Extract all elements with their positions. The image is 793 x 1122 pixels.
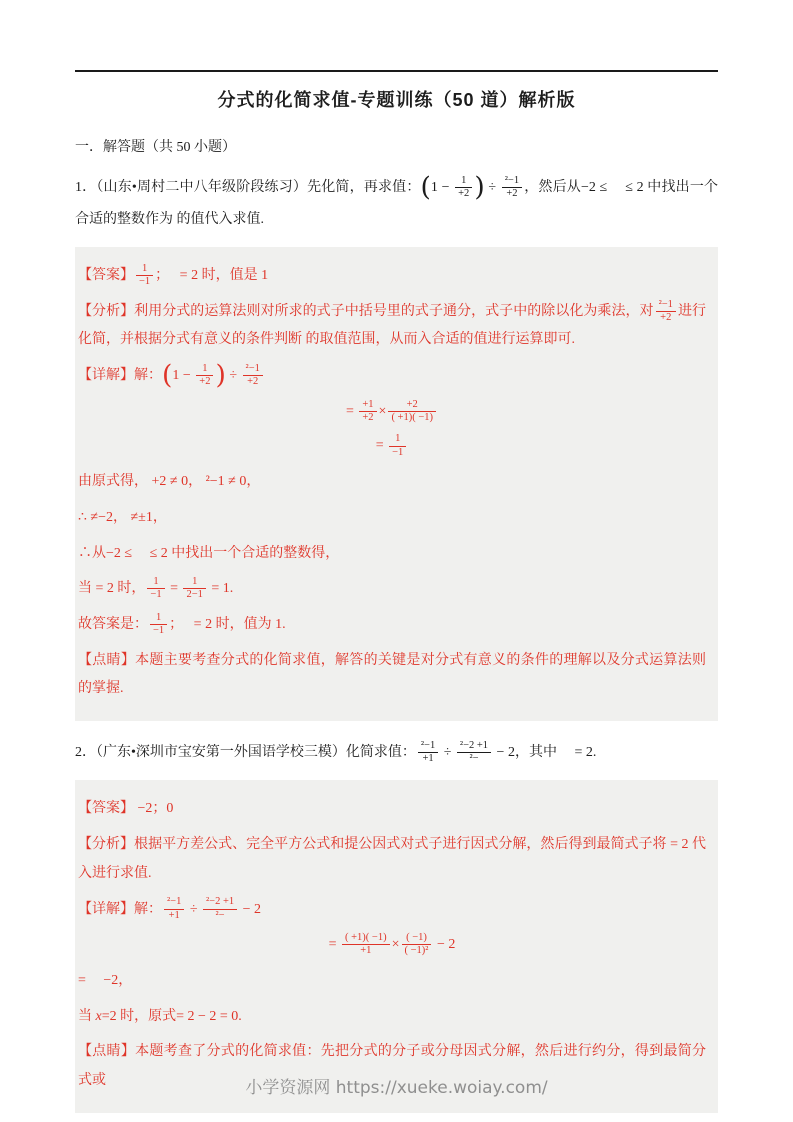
- fraction-denominator: +1: [360, 945, 372, 957]
- q1-equation-1: [78, 398, 706, 427]
- q1-detail-line: [78, 359, 706, 391]
- fraction-numerator: ²−1: [164, 896, 184, 909]
- q2-answer-block: [75, 780, 718, 1112]
- math-text: − 2: [239, 901, 262, 917]
- fraction-numerator: 1: [455, 175, 472, 188]
- fraction-denominator: +1: [168, 909, 180, 921]
- big-paren: (: [420, 171, 431, 203]
- fraction-denominator: ²−: [469, 753, 479, 765]
- math-text: =: [166, 581, 182, 597]
- math-text: ； = 2 时，值是 1: [155, 268, 269, 283]
- fraction-numerator: ²−1: [243, 363, 263, 376]
- math-text: 【点睛】本题考查了分式的化简求值：先把分式的分子或分母因式分解，然后进行约分，得到最简分式或: [78, 1044, 706, 1088]
- fraction-numerator: 1: [136, 263, 153, 276]
- math-text: ÷: [440, 744, 455, 760]
- math-text: 【答案】 −2；0: [78, 801, 174, 817]
- math-text: 当: [78, 1008, 96, 1024]
- fraction: [388, 399, 436, 425]
- math-text: 由原式得， +2 ≠ 0， ²−1 ≠ 0，: [78, 474, 261, 490]
- italic-variable: x: [95, 1008, 102, 1024]
- math-text: ÷: [186, 901, 202, 917]
- fraction-denominator: +2: [506, 188, 518, 200]
- fraction-numerator: +2: [388, 399, 436, 412]
- big-paren: ): [474, 171, 485, 203]
- math-text: ×: [391, 937, 400, 953]
- math-text: ÷: [225, 368, 241, 384]
- fraction-denominator: +2: [362, 412, 374, 424]
- math-text: = 1.: [207, 581, 234, 597]
- math-text: ∴从−2 ≤ ≤ 2 中找出一个合适的整数得，: [78, 545, 340, 561]
- math-text: =2 时，原式= 2 − 2 = 0.: [101, 1008, 242, 1024]
- q1-answer-block: [75, 247, 718, 721]
- q1-step-inequalities: [78, 504, 706, 533]
- fraction: [656, 299, 676, 325]
- q1-step-substitution: [78, 575, 706, 604]
- math-text: 【分析】根据平方差公式、完全平方公式和提公因式对式子进行因式分解，然后得到最简式子将 = 2 代入进行求值.: [78, 837, 706, 881]
- math-text: =: [345, 403, 358, 419]
- fraction-numerator: ²−2 +1: [203, 896, 237, 909]
- q2-analysis-line: [78, 831, 706, 888]
- fraction-numerator: ²−1: [418, 740, 438, 753]
- math-text: ； = 2 时，值为 1.: [169, 616, 286, 632]
- fraction: [147, 576, 164, 602]
- math-text: 当 = 2 时，: [78, 581, 146, 597]
- q2-step-substitution: [78, 1003, 706, 1032]
- q1-analysis-line: [78, 298, 706, 355]
- math-text: 【详解】解：: [78, 901, 162, 917]
- fraction-numerator: 1: [196, 363, 213, 376]
- fraction: [150, 612, 167, 638]
- math-text: 2．（广东•深圳市宝安第一外国语学校三模）化简求值：: [75, 744, 416, 760]
- fraction-denominator: ²−: [215, 909, 225, 921]
- fraction-numerator: ( +1)( −1): [342, 932, 390, 945]
- fraction: [502, 175, 522, 201]
- fraction-numerator: 1: [150, 612, 167, 625]
- q1-answer-line: [78, 262, 706, 291]
- fraction: [136, 263, 153, 289]
- q1-equation-2: [78, 432, 706, 461]
- math-text: 进行化简，并根据分式有意义的条件判断 的取值范围，从而入合适的值进行运算即可.: [78, 303, 706, 348]
- math-text: 【分析】利用分式的运算法则对所求的式子中括号里的式子通分，式子中的除以化为乘法，对: [78, 303, 654, 319]
- fraction-denominator: +2: [458, 188, 470, 200]
- fraction: [457, 740, 491, 766]
- fraction-denominator: +2: [199, 376, 211, 388]
- question-1-stem: [75, 172, 718, 235]
- fraction-numerator: 1: [183, 576, 205, 589]
- fraction: [196, 363, 213, 389]
- math-text: 1 −: [430, 180, 454, 195]
- q2-detail-line: [78, 896, 706, 925]
- math-text: 1．（山东•周村二中八年级阶段练习）先化简，再求值：: [75, 180, 421, 195]
- math-text: ∴ ≠−2， ≠±1，: [78, 509, 167, 525]
- section-heading: 一．解答题（共 50 小题）: [75, 140, 236, 155]
- q1-comment-line: [78, 647, 706, 704]
- top-rule: [75, 70, 718, 72]
- question-2-stem: [75, 737, 718, 769]
- fraction-numerator: 1: [147, 576, 164, 589]
- page-title: 分式的化简求值-专题训练（50 道）解析版: [217, 90, 576, 110]
- fraction: [402, 932, 432, 958]
- math-text: 1 −: [172, 368, 195, 384]
- fraction-numerator: ( −1): [402, 932, 432, 945]
- math-text: 【详解】解：: [78, 368, 162, 384]
- math-text: 【答案】: [78, 268, 134, 283]
- fraction-denominator: ( +1)( −1): [391, 412, 434, 424]
- math-text: 故答案是：: [78, 616, 148, 632]
- math-text: ，然后从−2 ≤ ≤ 2 中找出一个合适的整数作为 的值代入求值.: [75, 180, 718, 227]
- math-text: − 2: [433, 937, 456, 953]
- math-text: =: [375, 438, 388, 454]
- fraction-denominator: +1: [422, 753, 434, 765]
- fraction: [243, 363, 263, 389]
- fraction-numerator: ²−1: [502, 175, 522, 188]
- q2-answer-line: [78, 795, 706, 824]
- q2-step-simplified: [78, 967, 706, 996]
- fraction-numerator: ²−2 +1: [457, 740, 491, 753]
- fraction: [164, 896, 184, 922]
- fraction-denominator: −1: [153, 625, 165, 637]
- fraction-denominator: ( −1)²: [404, 945, 429, 957]
- fraction-numerator: +1: [359, 399, 376, 412]
- fraction: [455, 175, 472, 201]
- math-text: 【点睛】本题主要考查分式的化简求值，解答的关键是对分式有意义的条件的理解以及分式运算法则的掌握.: [78, 652, 706, 697]
- math-text: ×: [378, 403, 387, 419]
- math-text: = −2，: [78, 972, 133, 988]
- fraction-numerator: 1: [389, 433, 406, 446]
- fraction: [203, 896, 237, 922]
- math-text: ÷: [484, 180, 500, 195]
- footer-watermark: 小学资源网 https://xueke.woiay.com/: [245, 1078, 548, 1098]
- fraction-denominator: −1: [150, 589, 162, 601]
- fraction: [389, 433, 406, 459]
- big-paren: ): [215, 359, 226, 391]
- fraction-numerator: ²−1: [656, 299, 676, 312]
- q2-equation-1: [78, 931, 706, 960]
- math-text: − 2，其中 = 2.: [493, 744, 597, 760]
- fraction-denominator: +2: [660, 311, 672, 323]
- fraction-denominator: 2−1: [186, 589, 203, 601]
- fraction: [418, 740, 438, 766]
- q1-step-conclusion: [78, 611, 706, 640]
- fraction-denominator: −1: [392, 446, 404, 458]
- q1-step-choose-integer: [78, 540, 706, 569]
- fraction: [342, 932, 390, 958]
- fraction-denominator: +2: [247, 376, 259, 388]
- math-text: =: [328, 937, 341, 953]
- q1-step-domain: [78, 468, 706, 497]
- fraction-denominator: −1: [139, 276, 151, 288]
- big-paren: (: [162, 359, 173, 391]
- fraction: [183, 576, 205, 602]
- fraction: [359, 399, 376, 425]
